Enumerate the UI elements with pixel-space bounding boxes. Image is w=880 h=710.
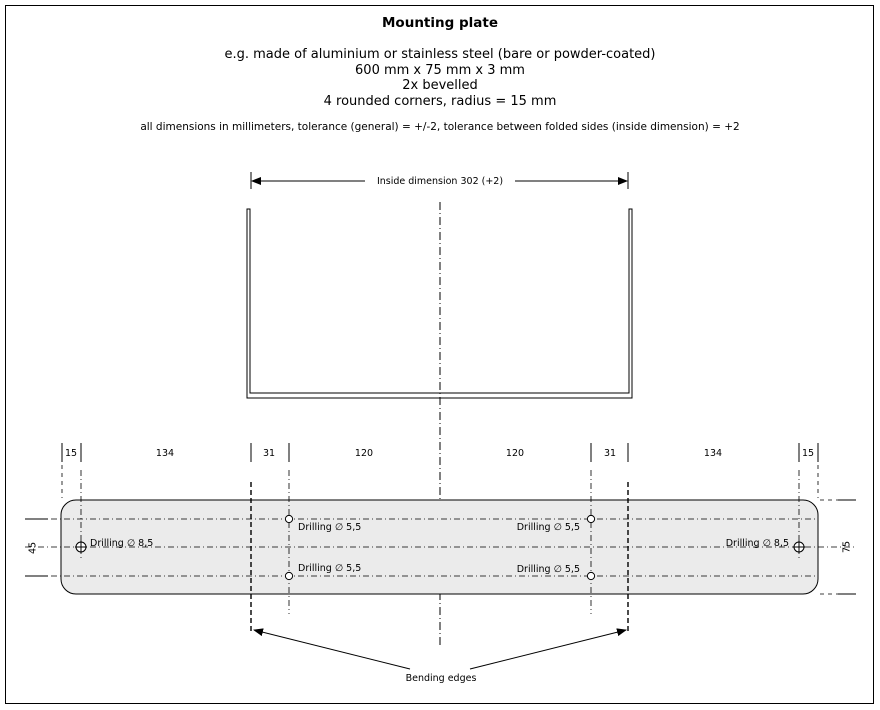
description-corners: 4 rounded corners, radius = 15 mm [323,93,557,109]
drilling-label-small-top-left: Drilling ∅ 5,5 [298,522,362,533]
dim-120-left: 120 [354,448,374,459]
inside-dimension [251,172,628,189]
drilling-label-small-top-right: Drilling ∅ 5,5 [516,522,580,533]
drilling-label-large-left: Drilling ∅ 8,5 [90,538,154,549]
drilling-label-large-right: Drilling ∅ 8,5 [725,538,789,549]
drill-hole-small-top-left [285,515,292,522]
dim-15-right: 15 [801,448,815,459]
drill-hole-small-bottom-left [285,572,292,579]
drill-hole-small-bottom-right [587,572,594,579]
drill-hole-small-top-right [587,515,594,522]
bending-arrow-left [254,630,410,669]
tolerance-note: all dimensions in millimeters, tolerance (general) = +/-2, tolerance between folded sides (inside dimension) = +2 [140,121,740,133]
dim-120-right: 120 [505,448,525,459]
description-bevel: 2x bevelled [402,78,478,93]
bending-edges-label: Bending edges [405,673,477,684]
dim-31-left: 31 [262,448,276,459]
description-size: 600 mm x 75 mm x 3 mm [355,62,525,78]
dim-134-right: 134 [703,448,723,459]
inside-dimension-label: Inside dimension 302 (+2) [376,176,504,187]
drawing-title: Mounting plate [382,15,498,31]
drilling-label-small-bottom-right: Drilling ∅ 5,5 [516,564,580,575]
dim-31-right: 31 [603,448,617,459]
dim-134-left: 134 [155,448,175,459]
drilling-label-small-bottom-left: Drilling ∅ 5,5 [298,563,362,574]
dim-15-left: 15 [64,448,78,459]
description-material: e.g. made of aluminium or stainless steel (bare or powder-coated) [224,47,656,62]
dim-45: 45 [27,541,39,555]
bending-arrow-right [470,630,626,669]
dim-75: 75 [841,540,853,554]
